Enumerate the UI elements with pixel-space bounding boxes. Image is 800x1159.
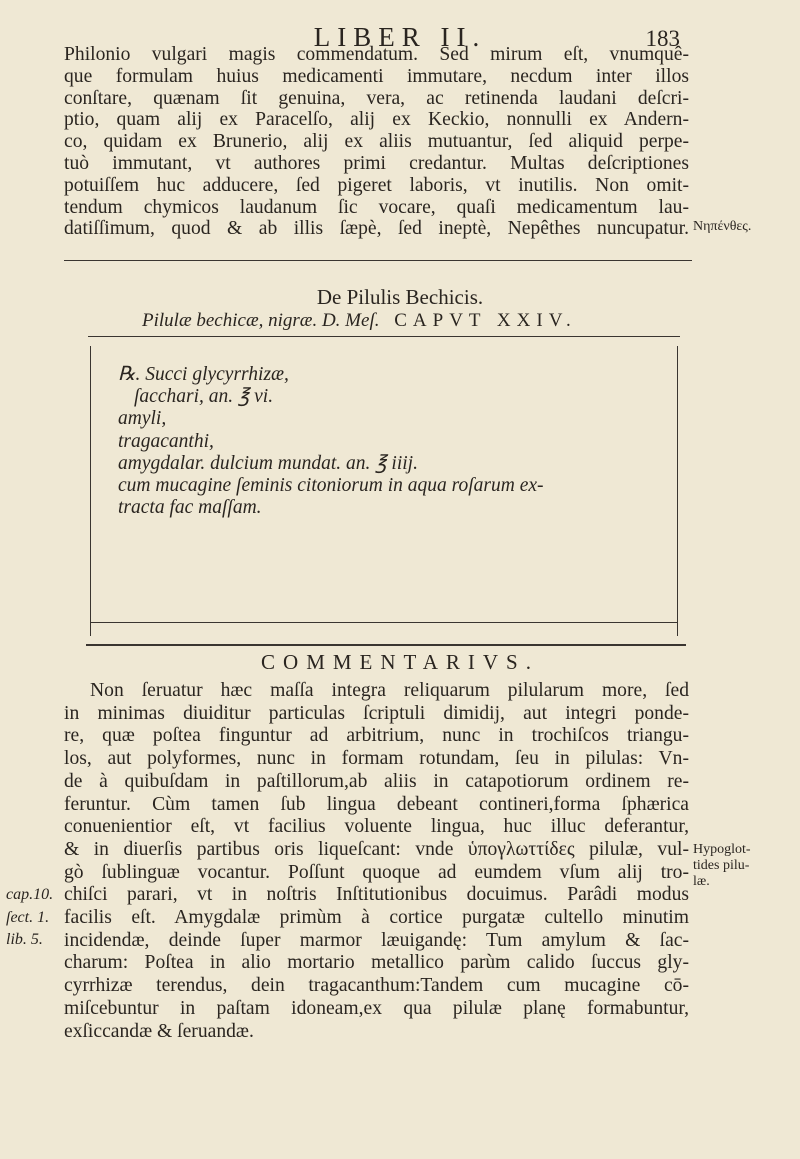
margin-note-hypoglottides: læ. [693, 874, 710, 889]
commentary-title: COMMENTARIVS. [261, 650, 539, 674]
chapter-rule [88, 336, 680, 337]
text-line: ptio, quam alij ex Paracelſo, alij ex Keckio, nonnulli ex Andern- [64, 109, 689, 131]
text-line: Non ſeruatur hæc maſſa integra reliquarum pilularum more, ſed [90, 680, 689, 701]
text-line: conſtare, quænam ſit genuina, vera, ac retinenda laudani deſcri- [64, 87, 689, 109]
intro-paragraph [64, 44, 689, 240]
text-line: exſiccandæ & ſeruandæ. [64, 1020, 254, 1042]
recipe-frame-bottom [91, 622, 677, 623]
recipe-line: ſacchari, an. ℥ vi. [134, 386, 274, 408]
chapter-subtitle [142, 310, 577, 332]
text-line: potuiſſem huc adducere, ſed pigeret laboris, vt inutilis. Non omit- [64, 174, 689, 196]
chapter-title: De Pilulis Bechicis. [316, 285, 484, 309]
recipe-line: amygdalar. dulcium mundat. an. ℥ iiij. [118, 452, 418, 474]
text-line: in minimas diuiditur particulas ſcriptuli dimidij, aut integri ponde- [64, 702, 689, 724]
text-line: los, aut polyformes, nunc in formam rotundam, ſeu in pilulas: Vn- [64, 748, 689, 770]
text-line: tendum chymicos laudanum ſic vocare, quaſi medicamentum lau- [64, 196, 689, 218]
page-number: 183 [645, 26, 680, 51]
commentary-paragraph [64, 680, 689, 1043]
margin-note-hypoglottides: tides pilu- [693, 858, 750, 873]
text-line: charum: Poſtea in alio mortario metallico parùm calido ſuccus gly- [64, 952, 689, 974]
text-line: conuenientior eſt, vt facilius voluente lingua, huc illuc deferantur, [64, 816, 689, 838]
text-line: miſcebuntur in paſtam idoneam,ex qua pilulæ planę formabuntur, [64, 997, 689, 1019]
text-line: incidendæ, deinde ſuper marmor læuigandę: Tum amylum & ſac- [64, 929, 689, 951]
margin-note-reference: lib. 5. [6, 931, 43, 948]
recipe-line: tragacanthi, [118, 430, 214, 452]
text-line: gò ſublinguæ vocantur. Poſſunt quoque ad eumdem vſum alij tro- [64, 861, 689, 883]
text-line: Philonio vulgari magis commendatum. Sed mirum eſt, vnumquê- [64, 44, 689, 65]
running-title: LIBER II. [313, 22, 487, 52]
margin-note-hypoglottides: Hypoglot- [693, 842, 751, 857]
chapter-subtitle-italic: Pilulæ bechicæ, nigræ. D. Meſ. [142, 310, 380, 331]
margin-note-reference: ſect. 1. [6, 909, 50, 926]
margin-note-reference: cap.10. [6, 886, 54, 903]
text-line: cyrrhizæ terendus, dein tragacanthum:Tandem cum mucagine cō- [64, 975, 689, 997]
recipe-line: ℞. Succi glycyrrhizæ, [118, 364, 289, 385]
recipe [118, 364, 658, 519]
recipe-line: cum mucagine ſeminis citoniorum in aqua roſarum ex- [118, 475, 544, 497]
text-line: feruntur. Cùm tamen ſub lingua debeant contineri,forma ſphærica [64, 793, 689, 815]
text-line: tuò immutant, vt authores primi credantur. Multas deſcriptiones [64, 152, 689, 174]
text-line: co, quidam ex Brunerio, alij ex aliis mutuantur, ſed aliquid perpe- [64, 131, 689, 153]
recipe-rule [86, 644, 686, 646]
text-line: de à quibuſdam in paſtillorum,ab aliis in catapotiorum ordinem re- [64, 770, 689, 792]
text-line: facilis eſt. Amygdalæ primùm à cortice purgatæ cultello minutim [64, 907, 689, 929]
text-line: re, quæ poſtea finguntur ad arbitrium, nunc in trochiſcos triangu- [64, 725, 689, 747]
text-line: que formulam huius medicamenti immutare, necdum inter illos [64, 65, 689, 87]
text-line: & in diuerſis partibus oris liqueſcant: vnde ὑπογλωττίδες pilulæ, vul- [64, 838, 689, 860]
section-rule [64, 260, 692, 261]
recipe-line: amyli, [118, 408, 167, 430]
chapter-number: CAPVT XXIV. [394, 310, 577, 331]
text-line: chiſci parari, vt in noſtris Inſtitutionibus docuimus. Parâdi modus [64, 884, 689, 906]
margin-note-nepenthes: Nηπένθες. [693, 219, 752, 234]
text-line: datiſſimum, quod & ab illis ſæpè, ſed ineptè, Nepêthes nuncupatur. [64, 218, 689, 240]
recipe-line: tracta fac maſſam. [118, 497, 262, 519]
